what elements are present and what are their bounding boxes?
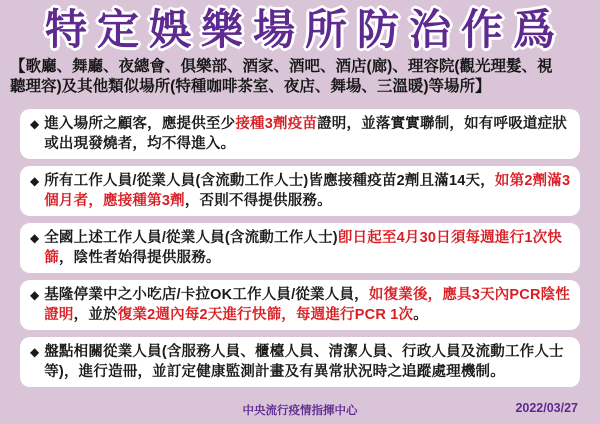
- measure-text: [44, 171, 572, 211]
- text-segment-highlight: 接種3劑疫苗: [235, 115, 318, 132]
- footer-date: 2022/03/27: [515, 401, 578, 415]
- measure-card-staff-roster: [20, 337, 580, 387]
- venue-list-line-2: 聽理容)及其他類似場所(特種咖啡茶室、夜店、舞場、三溫暖)等場所】: [10, 77, 491, 95]
- text-segment: ，並於: [73, 306, 118, 323]
- measure-card-staff-vaccination: [20, 166, 580, 216]
- text-segment: 所有工作人員/從業人員(含流動工作人士)皆應接種疫苗2劑且滿14天，: [44, 172, 495, 189]
- measure-text: [44, 342, 572, 382]
- diamond-bullet-icon: ◆: [30, 116, 40, 131]
- text-segment: 盤點相關從業人員(含服務人員、櫃檯人員、清潔人員、行政人員及流動工作人士等)，進行造冊，並訂定健康監測計畫及有異常狀況時之追蹤處理機制。: [44, 343, 564, 380]
- text-segment: ，陰性者始得提供服務。: [58, 249, 221, 266]
- text-segment: 全國上述工作人員/從業人員(含流動工作人士): [44, 229, 338, 246]
- text-segment: ，否則不得提供服務。: [184, 192, 332, 209]
- measure-card-customers: [20, 109, 580, 159]
- measure-text: [44, 228, 572, 268]
- text-segment: 基隆停業中之小吃店/卡拉OK工作人員/從業人員，: [44, 286, 369, 303]
- footer-organization: 中央流行疫情指揮中心: [242, 405, 358, 417]
- text-segment: 進入場所之顧客，應提供至少: [44, 115, 236, 132]
- diamond-bullet-icon: ◆: [30, 344, 40, 359]
- text-segment: 。: [413, 306, 428, 323]
- text-segment-highlight: 復業2週內每2天進行快篩，每週進行PCR 1次: [117, 306, 414, 323]
- measure-text: [44, 114, 572, 154]
- text-segment-highlight: 卽日起至4月30日須每週進行1次快篩: [44, 229, 562, 266]
- measure-card-weekly-testing: [20, 223, 580, 273]
- venue-list-subtitle: [10, 57, 590, 95]
- text-segment-highlight: 如復業後，應具3天內PCR陰性證明: [44, 286, 571, 323]
- diamond-bullet-icon: ◆: [30, 173, 40, 188]
- page-title: 特定娛樂場所防治作爲: [44, 6, 565, 53]
- diamond-bullet-icon: ◆: [30, 230, 40, 245]
- footer: [0, 402, 600, 417]
- measure-card-keelung-reopening: [20, 280, 580, 330]
- venue-list-line-1: 【歌廳、舞廳、夜總會、俱樂部、酒家、酒吧、酒店(廊)、理容院(觀光理髮、視: [10, 58, 553, 76]
- text-segment: 證明，並落實實聯制，如有呼吸道症狀或出現發燒者，均不得進入。: [44, 115, 568, 152]
- diamond-bullet-icon: ◆: [30, 287, 40, 302]
- text-segment-highlight: 如第2劑滿3個月者，應接種第3劑: [44, 172, 571, 209]
- measure-text: [44, 285, 572, 325]
